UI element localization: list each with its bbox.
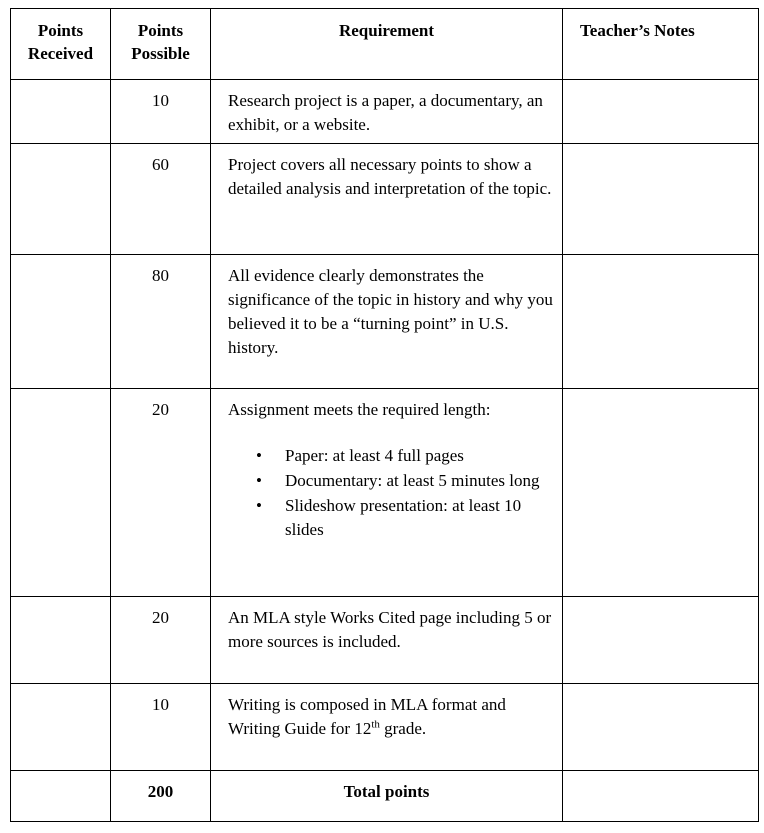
table-row xyxy=(11,255,759,389)
list-item: • Paper: at least 4 full pages xyxy=(285,444,556,468)
points-received-cell[interactable] xyxy=(11,255,111,389)
requirement-cell: Project covers all necessary points to show a detailed analysis and interpretation of the topic. xyxy=(211,144,563,255)
table-row xyxy=(11,80,759,144)
teachers-notes-cell[interactable] xyxy=(563,597,759,684)
total-row xyxy=(11,771,759,822)
points-received-total-cell[interactable] xyxy=(11,771,111,822)
points-received-cell[interactable] xyxy=(11,389,111,597)
teachers-notes-cell[interactable] xyxy=(563,771,759,822)
requirement-text: Assignment meets the required length: xyxy=(228,400,491,419)
header-points-possible: Points Possible xyxy=(111,9,211,80)
teachers-notes-cell[interactable] xyxy=(563,80,759,144)
requirement-cell: Writing is composed in MLA format and Writing Guide for 12th grade. xyxy=(211,684,563,771)
points-possible-cell: 20 xyxy=(111,389,211,597)
points-received-cell[interactable] xyxy=(11,597,111,684)
header-row xyxy=(11,9,759,80)
requirement-cell: An MLA style Works Cited page including 5 or more sources is included. xyxy=(211,597,563,684)
points-possible-cell: 60 xyxy=(111,144,211,255)
table-row xyxy=(11,144,759,255)
table-row xyxy=(11,389,759,597)
points-possible-cell: 20 xyxy=(111,597,211,684)
header-requirement: Requirement xyxy=(211,9,563,80)
length-requirements-list xyxy=(228,444,556,542)
header-points-received: Points Received xyxy=(11,9,111,80)
points-received-cell[interactable] xyxy=(11,144,111,255)
teachers-notes-cell[interactable] xyxy=(563,255,759,389)
list-item: • Documentary: at least 5 minutes long xyxy=(285,469,556,493)
table-row xyxy=(11,684,759,771)
requirement-cell: All evidence clearly demonstrates the significance of the topic in history and why you believed it to be a “turning point” in U.S. history. xyxy=(211,255,563,389)
requirement-cell xyxy=(211,389,563,597)
teachers-notes-cell[interactable] xyxy=(563,389,759,597)
header-teachers-notes: Teacher’s Notes xyxy=(563,9,759,80)
teachers-notes-cell[interactable] xyxy=(563,684,759,771)
total-points-label: Total points xyxy=(211,771,563,822)
total-points: 200 xyxy=(111,771,211,822)
teachers-notes-cell[interactable] xyxy=(563,144,759,255)
points-received-cell[interactable] xyxy=(11,684,111,771)
list-item: • Slideshow presentation: at least 10 slides xyxy=(285,494,556,542)
points-possible-cell: 80 xyxy=(111,255,211,389)
points-received-cell[interactable] xyxy=(11,80,111,144)
points-possible-cell: 10 xyxy=(111,684,211,771)
rubric-table xyxy=(10,8,759,822)
requirement-cell: Research project is a paper, a documentary, an exhibit, or a website. xyxy=(211,80,563,144)
points-possible-cell: 10 xyxy=(111,80,211,144)
table-row xyxy=(11,597,759,684)
